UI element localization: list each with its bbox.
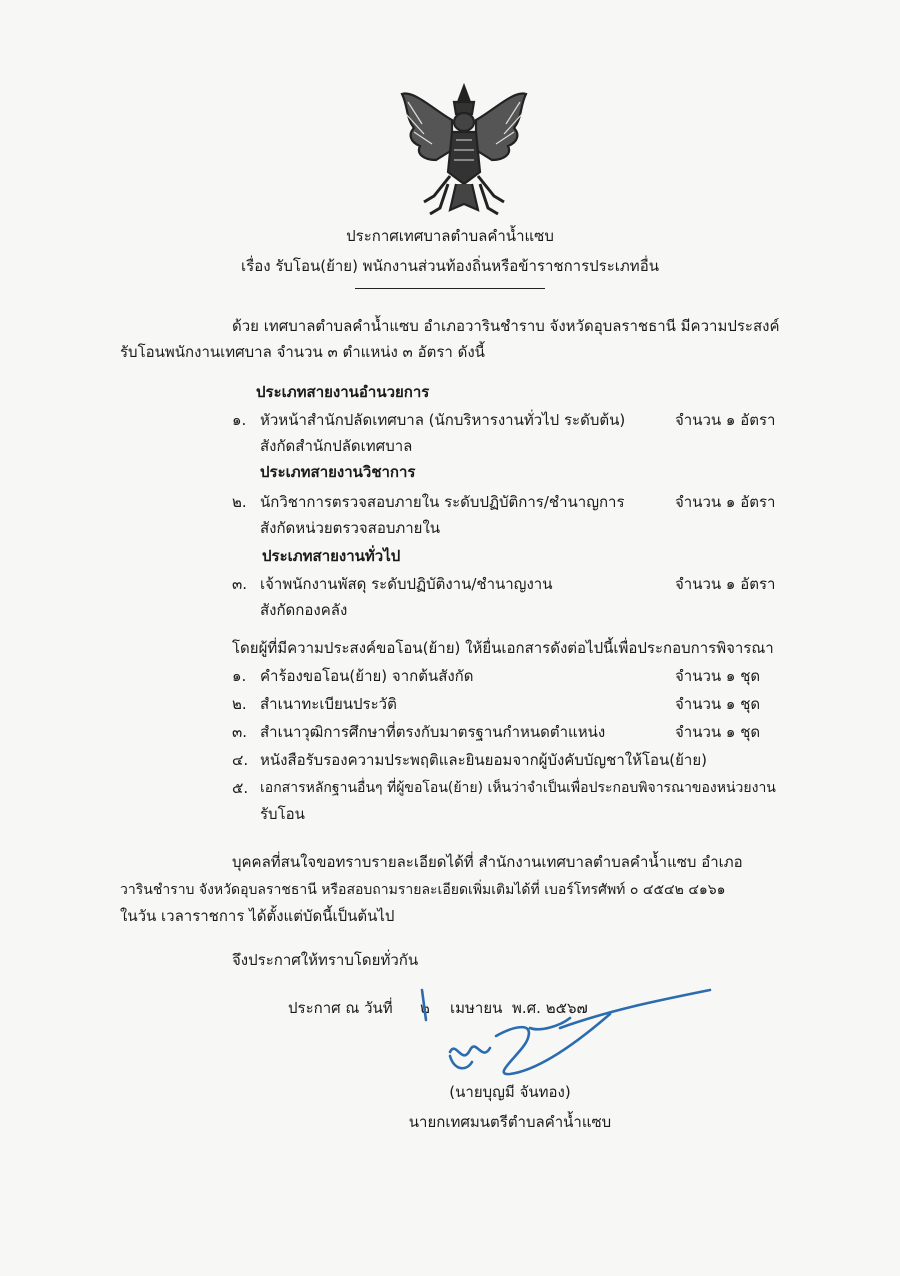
date-prefix: ประกาศ ณ วันที่ — [288, 999, 393, 1017]
document-amount: จำนวน ๑ ชุด — [675, 667, 761, 685]
position-title: หัวหน้าสำนักปลัดเทศบาล (นักบริหารงานทั่วไป ระดับต้น) — [260, 411, 626, 429]
position-unit: สังกัดกองคลัง — [260, 601, 348, 619]
contact-line-2: วารินชำราบ จังหวัดอุบลราชธานี หรือสอบถามรายละเอียดเพิ่มเติมได้ที่ เบอร์โทรศัพท์ ๐ ๔๕๔๒ ๔๑๖๑ — [120, 882, 726, 898]
document-number: ๑. — [232, 667, 247, 685]
position-number: ๒. — [232, 493, 247, 511]
position-category: ประเภทสายงานวิชาการ — [260, 463, 416, 481]
position-number: ๑. — [232, 411, 247, 429]
document-number: ๒. — [232, 695, 247, 713]
position-title: เจ้าพนักงานพัสดุ ระดับปฏิบัติงาน/ชำนาญงาน — [260, 575, 553, 593]
document-text: เอกสารหลักฐานอื่นๆ ที่ผู้ขอโอน(ย้าย) เห็นว่าจำเป็นเพื่อประกอบพิจารณาของหน่วยงาน — [260, 780, 776, 796]
contact-line-1: บุคคลที่สนใจขอทราบรายละเอียดได้ที่ สำนักงานเทศบาลตำบลคำน้ำแซบ อำเภอ — [232, 853, 743, 871]
announcement-subject: เรื่อง รับโอน(ย้าย) พนักงานส่วนท้องถิ่นหรือข้าราชการประเภทอื่น — [241, 257, 659, 275]
document-text: คำร้องขอโอน(ย้าย) จากต้นสังกัด — [260, 667, 474, 685]
document-text: หนังสือรับรองความประพฤติและยินยอมจากผู้บังคับบัญชาให้โอน(ย้าย) — [260, 751, 707, 769]
intro-line-2: รับโอนพนักงานเทศบาล จำนวน ๓ ตำแหน่ง ๓ อัตรา ดังนี้ — [120, 343, 485, 361]
position-amount: จำนวน ๑ อัตรา — [675, 493, 776, 511]
position-unit: สังกัดสำนักปลัดเทศบาล — [260, 437, 413, 455]
signatory-name: (นายบุญมี จันทอง) — [449, 1083, 571, 1101]
contact-line-3: ในวัน เวลาราชการ ได้ตั้งแต่บัดนี้เป็นต้นไป — [120, 907, 395, 925]
document-text: สำเนาวุฒิการศึกษาที่ตรงกับมาตรฐานกำหนดตำแหน่ง — [260, 723, 606, 741]
title-divider — [355, 288, 545, 289]
documents-intro: โดยผู้ที่มีความประสงค์ขอโอน(ย้าย) ให้ยื่นเอกสารดังต่อไปนี้เพื่อประกอบการพิจารณา — [232, 639, 774, 657]
position-unit: สังกัดหน่วยตรวจสอบภายใน — [260, 519, 441, 537]
date-day: ๒ — [420, 999, 430, 1017]
signature-icon — [410, 980, 730, 1090]
document-number: ๕. — [232, 779, 249, 797]
announcement-title: ประกาศเทศบาลตำบลคำน้ำแซบ — [346, 227, 554, 245]
position-amount: จำนวน ๑ อัตรา — [675, 575, 776, 593]
closing-statement: จึงประกาศให้ทราบโดยทั่วกัน — [232, 951, 419, 969]
date-month: เมษายน — [450, 999, 503, 1017]
document-text-continuation: รับโอน — [260, 805, 305, 823]
position-title: นักวิชาการตรวจสอบภายใน ระดับปฏิบัติการ/ชำนาญการ — [260, 493, 625, 511]
document-number: ๔. — [232, 751, 249, 769]
garuda-emblem-icon — [394, 80, 534, 220]
document-text: สำเนาทะเบียนประวัติ — [260, 695, 397, 713]
date-year: พ.ศ. ๒๕๖๗ — [512, 999, 588, 1017]
document-amount: จำนวน ๑ ชุด — [675, 723, 761, 741]
document-amount: จำนวน ๑ ชุด — [675, 695, 761, 713]
position-category: ประเภทสายงานทั่วไป — [262, 547, 401, 565]
position-category: ประเภทสายงานอำนวยการ — [256, 383, 430, 401]
position-number: ๓. — [232, 575, 248, 593]
document-number: ๓. — [232, 723, 248, 741]
position-amount: จำนวน ๑ อัตรา — [675, 411, 776, 429]
intro-line-1: ด้วย เทศบาลตำบลคำน้ำแซบ อำเภอวารินชำราบ จังหวัดอุบลราชธานี มีความประสงค์ — [232, 317, 780, 335]
signatory-position: นายกเทศมนตรีตำบลคำน้ำแซบ — [408, 1113, 612, 1131]
